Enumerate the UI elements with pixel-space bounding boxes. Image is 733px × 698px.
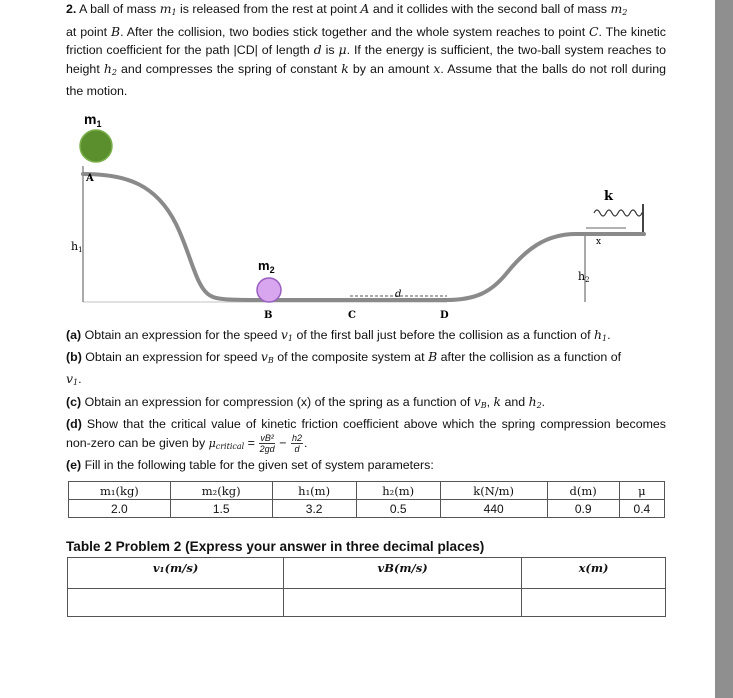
question-b: (b) Obtain an expression for speed $v_B$ of the composite system at B after the collision as a function of $v_1$. [66, 349, 622, 388]
label-D: D [440, 310, 449, 321]
param-header: k(N/m) [440, 482, 547, 500]
param-header: m₂(kg) [170, 482, 272, 500]
problem-number: 2. [66, 2, 77, 16]
var-d: d [313, 42, 322, 58]
answer-cell-v1[interactable] [68, 589, 284, 617]
question-a: (a) Obtain an expression for the speed $v_1$ of the first ball just before the collision as a function of $h_1$. [66, 327, 611, 343]
param-value: 1.5 [170, 500, 272, 518]
var-k: k [341, 60, 349, 76]
var-h2: $h_2$ [103, 60, 117, 77]
answer-header-row [68, 558, 666, 589]
label-k: k [604, 189, 614, 204]
questions [66, 326, 666, 474]
parameters-table [68, 481, 665, 518]
params-header-row [69, 482, 665, 500]
answer-header: v₁(m/s) [68, 558, 284, 589]
ball-m2 [257, 278, 281, 302]
fraction-2: $\frac{h2}{d}$ [291, 433, 302, 455]
intro-text-2: is released from the rest at point [176, 2, 361, 16]
params-value-row [69, 500, 665, 518]
intro-text-7: is [321, 43, 339, 58]
param-value: 0.9 [547, 500, 619, 518]
param-header: h₁(m) [272, 482, 356, 500]
var-m2: $m_2$ [610, 1, 628, 17]
track [83, 174, 644, 300]
var-m1: $m_1$ [159, 1, 177, 17]
answer-header: x(m) [522, 558, 666, 589]
question-c: (c) Obtain an expression for compression (x) of the spring as a function of $v_B$, k and $h_2$. [66, 393, 546, 410]
param-value: 3.2 [272, 500, 356, 518]
intro-text-9: and compresses the spring of constant [116, 61, 342, 76]
param-value: 0.4 [619, 500, 664, 518]
param-value: 2.0 [69, 500, 171, 518]
intro-text-8: . If the energy is sufficient, the two-ball system reaches to height [66, 43, 667, 76]
question-e: (e) Fill in the following table for the given set of system parameters: [66, 458, 434, 472]
intro-text-4: at point [66, 24, 111, 39]
label-d: d [395, 289, 402, 300]
answer-table-title: Table 2 Problem 2 (Express your answer in three decimal places) [66, 539, 485, 554]
var-C: C [589, 23, 599, 39]
answer-header: vB(m/s) [284, 558, 522, 589]
answer-cell-vb[interactable] [284, 589, 522, 617]
var-mu: μ [338, 42, 347, 58]
spring [594, 210, 643, 216]
label-B: B [264, 310, 273, 321]
var-A: A [360, 1, 370, 16]
label-C: C [348, 310, 356, 321]
label-x: x [596, 237, 602, 247]
param-header: m₁(kg) [69, 482, 171, 500]
question-d: (d) Show that the critical value of kinetic friction coefficient above which the spring compression becomes non-zero can be given by $\mu_{critical}$ = $\frac{\text{vB²}}{2gd}$ − $\frac{h2}{d}$ . [66, 416, 666, 455]
param-header: d(m) [547, 482, 619, 500]
label-h2: h2 [578, 270, 590, 284]
scrollbar[interactable] [715, 0, 733, 698]
intro-text-6: . The kinetic friction coefficient for the path |CD| of length [66, 24, 666, 58]
label-A: A [86, 173, 94, 184]
intro-text-3: and it collides with the second ball of mass [369, 2, 611, 16]
physics-figure [66, 104, 666, 324]
label-m2: $m_2$ [258, 258, 275, 275]
intro-text-10: by an amount [348, 61, 434, 76]
param-header: h₂(m) [356, 482, 440, 500]
fraction-1: $\frac{\text{vB²}}{2gd}$ [259, 433, 275, 455]
label-h1: h1 [71, 240, 83, 254]
answer-cell-x[interactable] [522, 589, 666, 617]
var-x: x [433, 60, 441, 76]
problem-statement [66, 0, 666, 101]
var-B: B [111, 23, 121, 39]
intro-text-5: . After the collision, two bodies stick together and the whole system reaches to point [120, 24, 590, 39]
answer-input-row[interactable] [68, 589, 666, 617]
answer-table [67, 557, 666, 617]
param-header: μ [619, 482, 664, 500]
param-value: 0.5 [356, 500, 440, 518]
intro-text-1: A ball of mass [79, 2, 160, 16]
ball-m1 [80, 130, 112, 162]
label-m1: $m_1$ [84, 111, 102, 129]
param-value: 440 [440, 500, 547, 518]
intro-text-11: . Assume that the balls do not roll during the motion. [66, 61, 667, 99]
